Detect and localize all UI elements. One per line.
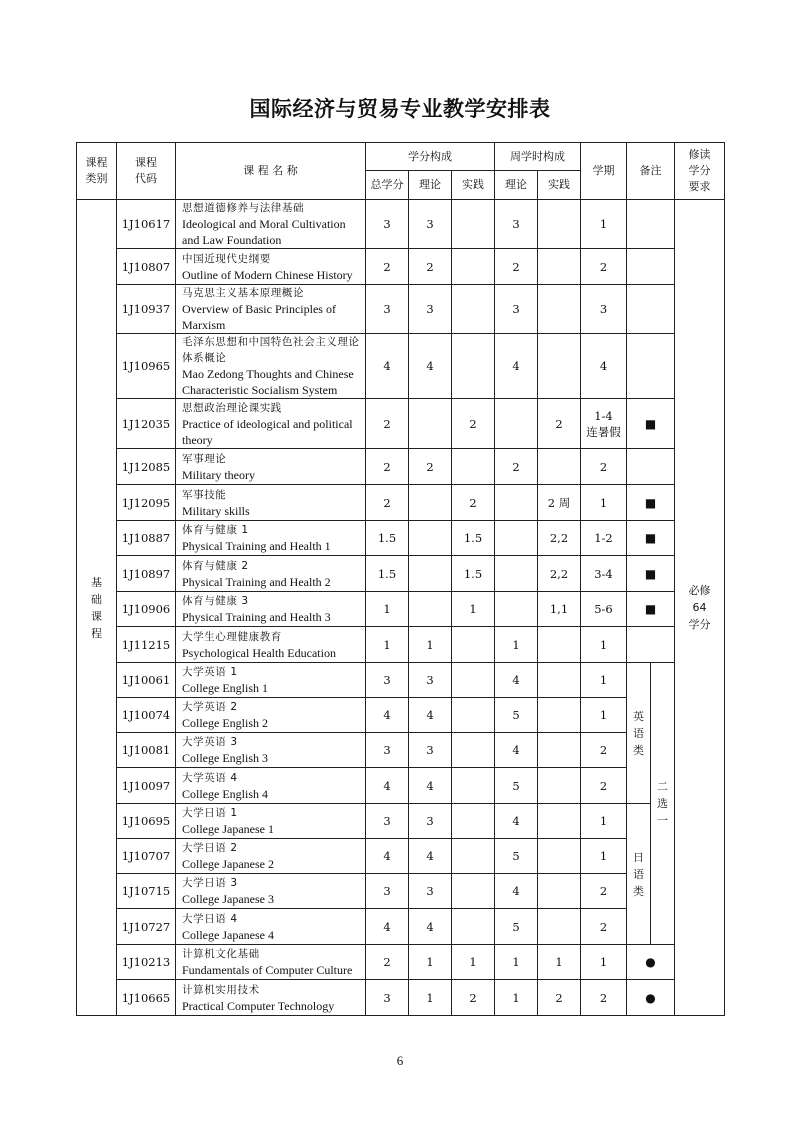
cell-total: 3 bbox=[366, 285, 409, 334]
cell-note: ■ bbox=[627, 399, 675, 449]
course-name-en: College Japanese 4 bbox=[182, 927, 274, 942]
cell-theory: 1 bbox=[409, 945, 452, 980]
cell-semester bbox=[581, 980, 627, 1016]
cell-h-theory: 1 bbox=[495, 945, 538, 980]
course-name-cn: 大学英语 3 bbox=[182, 736, 238, 748]
course-name-cn: 计算机文化基础 bbox=[182, 948, 260, 960]
course-code: 1J10707 bbox=[117, 839, 176, 874]
cell-semester bbox=[581, 200, 627, 249]
cell-h-theory: 4 bbox=[495, 334, 538, 399]
course-code: 1J10665 bbox=[117, 980, 176, 1016]
cell-h-theory: 4 bbox=[495, 874, 538, 909]
course-name bbox=[176, 980, 366, 1016]
requirement-line3: 学分 bbox=[688, 618, 711, 631]
course-name-en: Practical Computer Technology bbox=[182, 998, 335, 1013]
table-row bbox=[77, 399, 725, 449]
course-name bbox=[176, 485, 366, 521]
course-name-cn: 大学英语 2 bbox=[182, 701, 238, 713]
course-code: 1J12085 bbox=[117, 449, 176, 485]
course-code: 1J12035 bbox=[117, 399, 176, 449]
course-name bbox=[176, 804, 366, 839]
cell-total: 4 bbox=[366, 768, 409, 804]
page-title: 国际经济与贸易专业教学安排表 bbox=[249, 97, 551, 121]
cell-theory: 3 bbox=[409, 285, 452, 334]
cell-h-theory bbox=[495, 485, 538, 521]
cell-total: 3 bbox=[366, 200, 409, 249]
cell-theory: 4 bbox=[409, 768, 452, 804]
table-row bbox=[77, 449, 725, 485]
header-credits-group: 学分构成 bbox=[366, 143, 495, 171]
header-credits-theory: 理论 bbox=[409, 171, 452, 200]
table-row bbox=[77, 663, 725, 698]
cell-h-theory bbox=[495, 521, 538, 556]
cell-note bbox=[627, 285, 675, 334]
cell-h-practice bbox=[538, 804, 581, 839]
course-code: 1J10887 bbox=[117, 521, 176, 556]
cell-h-practice bbox=[538, 449, 581, 485]
cell-practice: 2 bbox=[452, 399, 495, 449]
cell-semester bbox=[581, 556, 627, 592]
semester-value: 1 bbox=[599, 814, 608, 828]
semester-value: 1 bbox=[599, 637, 608, 652]
header-hours-practice: 实践 bbox=[538, 171, 581, 200]
cell-h-practice: 1,1 bbox=[538, 592, 581, 627]
course-name bbox=[176, 698, 366, 733]
cell-note bbox=[627, 200, 675, 249]
header-hours-theory: 理论 bbox=[495, 171, 538, 200]
course-name bbox=[176, 285, 366, 334]
cell-note: ■ bbox=[627, 592, 675, 627]
course-name-en: College Japanese 3 bbox=[182, 892, 274, 906]
cell-theory: 2 bbox=[409, 249, 452, 285]
cell-semester bbox=[581, 909, 627, 945]
course-name-en: Outline of Modern Chinese History bbox=[182, 267, 353, 282]
course-name-cn: 大学日语 4 bbox=[182, 912, 238, 925]
cell-theory: 3 bbox=[409, 200, 452, 249]
semester-value: 1 bbox=[599, 673, 608, 687]
cell-theory: 4 bbox=[409, 839, 452, 874]
semester-value: 5-6 bbox=[594, 602, 613, 616]
cell-practice: 1.5 bbox=[452, 521, 495, 556]
course-name-en: Mao Zedong Thoughts and Chinese Characteristic Socialism System bbox=[182, 367, 354, 397]
course-name bbox=[176, 874, 366, 909]
cell-semester bbox=[581, 627, 627, 663]
cell-h-theory bbox=[495, 399, 538, 449]
course-code: 1J10097 bbox=[117, 768, 176, 804]
cell-h-theory: 2 bbox=[495, 449, 538, 485]
cell-h-practice: 2,2 bbox=[538, 521, 581, 556]
course-name-cn: 思想道德修养与法律基础 bbox=[182, 202, 305, 214]
cell-h-practice: 2 周 bbox=[538, 485, 581, 521]
cell-total: 1.5 bbox=[366, 556, 409, 592]
table-row bbox=[77, 249, 725, 285]
cell-practice bbox=[452, 334, 495, 399]
cell-theory bbox=[409, 556, 452, 592]
cell-theory: 4 bbox=[409, 909, 452, 945]
table-row bbox=[77, 556, 725, 592]
semester-value: 1 bbox=[599, 495, 608, 510]
course-name-en: College English 3 bbox=[182, 751, 268, 765]
japanese-group-text: 日语类 bbox=[633, 850, 644, 898]
cell-practice bbox=[452, 804, 495, 839]
cell-h-practice bbox=[538, 627, 581, 663]
semester-value: 2 bbox=[599, 259, 608, 274]
cell-total: 2 bbox=[366, 249, 409, 285]
cell-h-practice: 2,2 bbox=[538, 556, 581, 592]
table-row bbox=[77, 592, 725, 627]
cell-total: 2 bbox=[366, 399, 409, 449]
cell-total: 4 bbox=[366, 909, 409, 945]
category-cell bbox=[77, 200, 117, 1016]
header-code: 课程代码 bbox=[117, 143, 176, 200]
course-name-cn: 大学生心理健康教育 bbox=[182, 630, 282, 643]
cell-note bbox=[627, 449, 675, 485]
cell-practice: 1 bbox=[452, 592, 495, 627]
cell-h-theory: 5 bbox=[495, 768, 538, 804]
course-name-en: Military theory bbox=[182, 467, 255, 482]
cell-note: ■ bbox=[627, 556, 675, 592]
course-name bbox=[176, 909, 366, 945]
cell-semester bbox=[581, 521, 627, 556]
cell-practice bbox=[452, 698, 495, 733]
cell-practice bbox=[452, 909, 495, 945]
semester-value: 1-4 bbox=[594, 408, 613, 423]
semester-value: 3-4 bbox=[594, 566, 613, 581]
course-name-en: Physical Training and Health 2 bbox=[182, 574, 331, 589]
course-name-cn: 体育与健康 3 bbox=[182, 595, 249, 607]
japanese-group-label bbox=[627, 804, 651, 945]
cell-practice bbox=[452, 449, 495, 485]
course-code: 1J10213 bbox=[117, 945, 176, 980]
header-category: 课程类别 bbox=[77, 143, 117, 200]
cell-theory: 3 bbox=[409, 733, 452, 768]
requirement-line2: 64 bbox=[692, 601, 707, 614]
cell-h-practice bbox=[538, 285, 581, 334]
header-required: 修读学分要求 bbox=[675, 143, 725, 200]
course-name bbox=[176, 839, 366, 874]
cell-h-theory: 5 bbox=[495, 839, 538, 874]
cell-semester bbox=[581, 399, 627, 449]
course-name-cn: 大学英语 4 bbox=[182, 771, 238, 784]
course-code: 1J10906 bbox=[117, 592, 176, 627]
course-name bbox=[176, 768, 366, 804]
cell-theory: 4 bbox=[409, 698, 452, 733]
cell-h-theory bbox=[495, 556, 538, 592]
cell-h-theory: 4 bbox=[495, 804, 538, 839]
cell-h-practice bbox=[538, 200, 581, 249]
cell-semester bbox=[581, 839, 627, 874]
cell-total: 3 bbox=[366, 733, 409, 768]
cell-total: 3 bbox=[366, 980, 409, 1016]
table-row bbox=[77, 945, 725, 980]
semester-value: 1-2 bbox=[594, 531, 613, 545]
table-row bbox=[77, 285, 725, 334]
cell-theory: 1 bbox=[409, 627, 452, 663]
course-code: 1J10807 bbox=[117, 249, 176, 285]
table-row bbox=[77, 200, 725, 249]
course-name bbox=[176, 663, 366, 698]
cell-total: 2 bbox=[366, 945, 409, 980]
cell-semester bbox=[581, 485, 627, 521]
cell-theory: 3 bbox=[409, 874, 452, 909]
cell-semester bbox=[581, 285, 627, 334]
english-group-text: 英语类 bbox=[633, 709, 644, 757]
course-code: 1J10617 bbox=[117, 200, 176, 249]
course-name-en: Practice of ideological and political theory bbox=[182, 416, 353, 447]
cell-practice bbox=[452, 200, 495, 249]
cell-theory bbox=[409, 399, 452, 449]
semester-value: 1 bbox=[599, 708, 608, 722]
requirement-cell bbox=[675, 200, 725, 1016]
course-name-en: College English 2 bbox=[182, 716, 268, 730]
page-number: 6 bbox=[396, 1053, 404, 1068]
course-name-en: Psychological Health Education bbox=[182, 645, 336, 660]
course-name-cn: 体育与健康 2 bbox=[182, 559, 249, 572]
cell-total: 3 bbox=[366, 804, 409, 839]
table-row bbox=[77, 521, 725, 556]
table-row bbox=[77, 334, 725, 399]
course-code: 1J10715 bbox=[117, 874, 176, 909]
cell-h-theory: 3 bbox=[495, 285, 538, 334]
table-row bbox=[77, 804, 725, 839]
course-code: 1J10695 bbox=[117, 804, 176, 839]
course-name-en: Military skills bbox=[182, 503, 250, 518]
semester-value: 4 bbox=[599, 359, 608, 373]
cell-semester bbox=[581, 249, 627, 285]
course-name-cn: 思想政治理论课实践 bbox=[182, 401, 282, 414]
category-label: 基础课程 bbox=[91, 575, 102, 640]
choose-one-text: 二选一 bbox=[657, 780, 668, 827]
semester-value: 2 bbox=[599, 990, 608, 1005]
course-name-en: College Japanese 1 bbox=[182, 822, 274, 836]
cell-h-theory: 2 bbox=[495, 249, 538, 285]
english-group-label bbox=[627, 663, 651, 804]
cell-h-theory bbox=[495, 592, 538, 627]
course-name-cn: 大学日语 1 bbox=[182, 807, 238, 819]
cell-practice bbox=[452, 874, 495, 909]
cell-semester bbox=[581, 663, 627, 698]
cell-practice bbox=[452, 733, 495, 768]
course-name bbox=[176, 200, 366, 249]
cell-h-practice bbox=[538, 249, 581, 285]
semester-value: 2 bbox=[599, 919, 608, 934]
course-name-en: Physical Training and Health 3 bbox=[182, 610, 331, 624]
course-code: 1J10897 bbox=[117, 556, 176, 592]
cell-semester bbox=[581, 698, 627, 733]
course-code: 1J10061 bbox=[117, 663, 176, 698]
semester-value: 1 bbox=[599, 955, 608, 969]
cell-h-theory: 5 bbox=[495, 909, 538, 945]
cell-semester bbox=[581, 449, 627, 485]
semester-value: 1 bbox=[599, 217, 608, 231]
curriculum-table bbox=[76, 142, 725, 1016]
cell-h-theory: 4 bbox=[495, 663, 538, 698]
course-code: 1J10937 bbox=[117, 285, 176, 334]
cell-theory bbox=[409, 592, 452, 627]
header-note: 备注 bbox=[627, 143, 675, 200]
course-name-cn: 毛泽东思想和中国特色社会主义理论体系概论 bbox=[182, 336, 360, 364]
requirement-line1: 必修 bbox=[688, 584, 711, 597]
cell-theory: 3 bbox=[409, 663, 452, 698]
course-name-cn: 大学日语 2 bbox=[182, 842, 238, 854]
cell-practice bbox=[452, 285, 495, 334]
cell-h-practice: 1 bbox=[538, 945, 581, 980]
cell-practice: 2 bbox=[452, 485, 495, 521]
cell-semester bbox=[581, 804, 627, 839]
cell-h-practice bbox=[538, 839, 581, 874]
semester-value: 2 bbox=[599, 884, 608, 898]
cell-h-practice: 2 bbox=[538, 399, 581, 449]
course-code: 1J10965 bbox=[117, 334, 176, 399]
course-name bbox=[176, 556, 366, 592]
cell-h-practice bbox=[538, 768, 581, 804]
course-name-en: Ideological and Moral Cultivation and Law Foundation bbox=[182, 217, 346, 247]
cell-total: 2 bbox=[366, 485, 409, 521]
cell-total: 1 bbox=[366, 592, 409, 627]
course-name bbox=[176, 627, 366, 663]
cell-h-practice bbox=[538, 698, 581, 733]
header-credits-practice: 实践 bbox=[452, 171, 495, 200]
semester-value: 1 bbox=[599, 849, 608, 863]
cell-total: 4 bbox=[366, 839, 409, 874]
cell-theory bbox=[409, 485, 452, 521]
course-name-en: College English 1 bbox=[182, 681, 268, 695]
cell-h-theory: 1 bbox=[495, 627, 538, 663]
cell-h-practice bbox=[538, 909, 581, 945]
cell-note: ● bbox=[627, 945, 675, 980]
course-name bbox=[176, 334, 366, 399]
cell-theory bbox=[409, 521, 452, 556]
cell-h-practice bbox=[538, 663, 581, 698]
cell-note bbox=[627, 627, 675, 663]
cell-semester bbox=[581, 592, 627, 627]
cell-practice bbox=[452, 839, 495, 874]
cell-h-practice: 2 bbox=[538, 980, 581, 1016]
choose-one-label bbox=[651, 663, 675, 945]
cell-h-theory: 3 bbox=[495, 200, 538, 249]
course-name bbox=[176, 592, 366, 627]
cell-total: 2 bbox=[366, 449, 409, 485]
cell-note: ■ bbox=[627, 521, 675, 556]
semester-value: 3 bbox=[599, 302, 608, 316]
cell-theory: 2 bbox=[409, 449, 452, 485]
course-name bbox=[176, 249, 366, 285]
cell-practice: 1.5 bbox=[452, 556, 495, 592]
cell-theory: 4 bbox=[409, 334, 452, 399]
semester-value: 2 bbox=[599, 778, 608, 793]
cell-semester bbox=[581, 945, 627, 980]
cell-theory: 3 bbox=[409, 804, 452, 839]
course-name-en: Fundamentals of Computer Culture bbox=[182, 963, 353, 977]
cell-practice: 1 bbox=[452, 945, 495, 980]
cell-h-practice bbox=[538, 334, 581, 399]
cell-note bbox=[627, 249, 675, 285]
cell-semester bbox=[581, 733, 627, 768]
course-code: 1J12095 bbox=[117, 485, 176, 521]
course-name-en: College Japanese 2 bbox=[182, 857, 274, 871]
cell-h-practice bbox=[538, 874, 581, 909]
course-code: 1J10727 bbox=[117, 909, 176, 945]
course-name bbox=[176, 945, 366, 980]
semester-value: 2 bbox=[599, 743, 608, 757]
course-name bbox=[176, 733, 366, 768]
header-hours-group: 周学时构成 bbox=[495, 143, 581, 171]
course-name-cn: 体育与健康 1 bbox=[182, 524, 249, 536]
table-row bbox=[77, 485, 725, 521]
course-name-cn: 大学英语 1 bbox=[182, 666, 238, 678]
cell-note: ● bbox=[627, 980, 675, 1016]
cell-total: 1.5 bbox=[366, 521, 409, 556]
course-name-en: College English 4 bbox=[182, 786, 268, 801]
course-code: 1J11215 bbox=[117, 627, 176, 663]
cell-h-theory: 1 bbox=[495, 980, 538, 1016]
course-name-cn: 马克思主义基本原理概论 bbox=[182, 287, 305, 299]
course-name-cn: 计算机实用技术 bbox=[182, 983, 260, 996]
course-name-cn: 大学日语 3 bbox=[182, 877, 238, 889]
cell-h-theory: 4 bbox=[495, 733, 538, 768]
cell-practice bbox=[452, 627, 495, 663]
cell-total: 4 bbox=[366, 334, 409, 399]
cell-practice bbox=[452, 768, 495, 804]
course-code: 1J10081 bbox=[117, 733, 176, 768]
header-name: 课 程 名 称 bbox=[176, 143, 366, 200]
course-name-cn: 中国近现代史纲要 bbox=[182, 252, 271, 265]
cell-note: ■ bbox=[627, 485, 675, 521]
cell-practice: 2 bbox=[452, 980, 495, 1016]
cell-semester bbox=[581, 334, 627, 399]
course-name-cn: 军事技能 bbox=[182, 488, 227, 501]
course-name-en: Overview of Basic Principles of Marxism bbox=[182, 302, 336, 332]
course-name bbox=[176, 449, 366, 485]
cell-practice bbox=[452, 249, 495, 285]
cell-theory: 1 bbox=[409, 980, 452, 1016]
table-body bbox=[77, 200, 725, 1016]
course-name-cn: 军事理论 bbox=[182, 452, 227, 465]
course-name-en: Physical Training and Health 1 bbox=[182, 539, 331, 553]
cell-semester bbox=[581, 768, 627, 804]
cell-note bbox=[627, 334, 675, 399]
table-row bbox=[77, 980, 725, 1016]
header-semester: 学期 bbox=[581, 143, 627, 200]
cell-h-practice bbox=[538, 733, 581, 768]
cell-total: 4 bbox=[366, 698, 409, 733]
course-name bbox=[176, 399, 366, 449]
cell-h-theory: 5 bbox=[495, 698, 538, 733]
semester-extra: 连暑假 bbox=[586, 424, 621, 439]
cell-total: 3 bbox=[366, 874, 409, 909]
course-code: 1J10074 bbox=[117, 698, 176, 733]
header-credits-total: 总学分 bbox=[366, 171, 409, 200]
table-row bbox=[77, 627, 725, 663]
cell-practice bbox=[452, 663, 495, 698]
cell-semester bbox=[581, 874, 627, 909]
semester-value: 2 bbox=[599, 459, 608, 474]
cell-total: 3 bbox=[366, 663, 409, 698]
course-name bbox=[176, 521, 366, 556]
cell-total: 1 bbox=[366, 627, 409, 663]
